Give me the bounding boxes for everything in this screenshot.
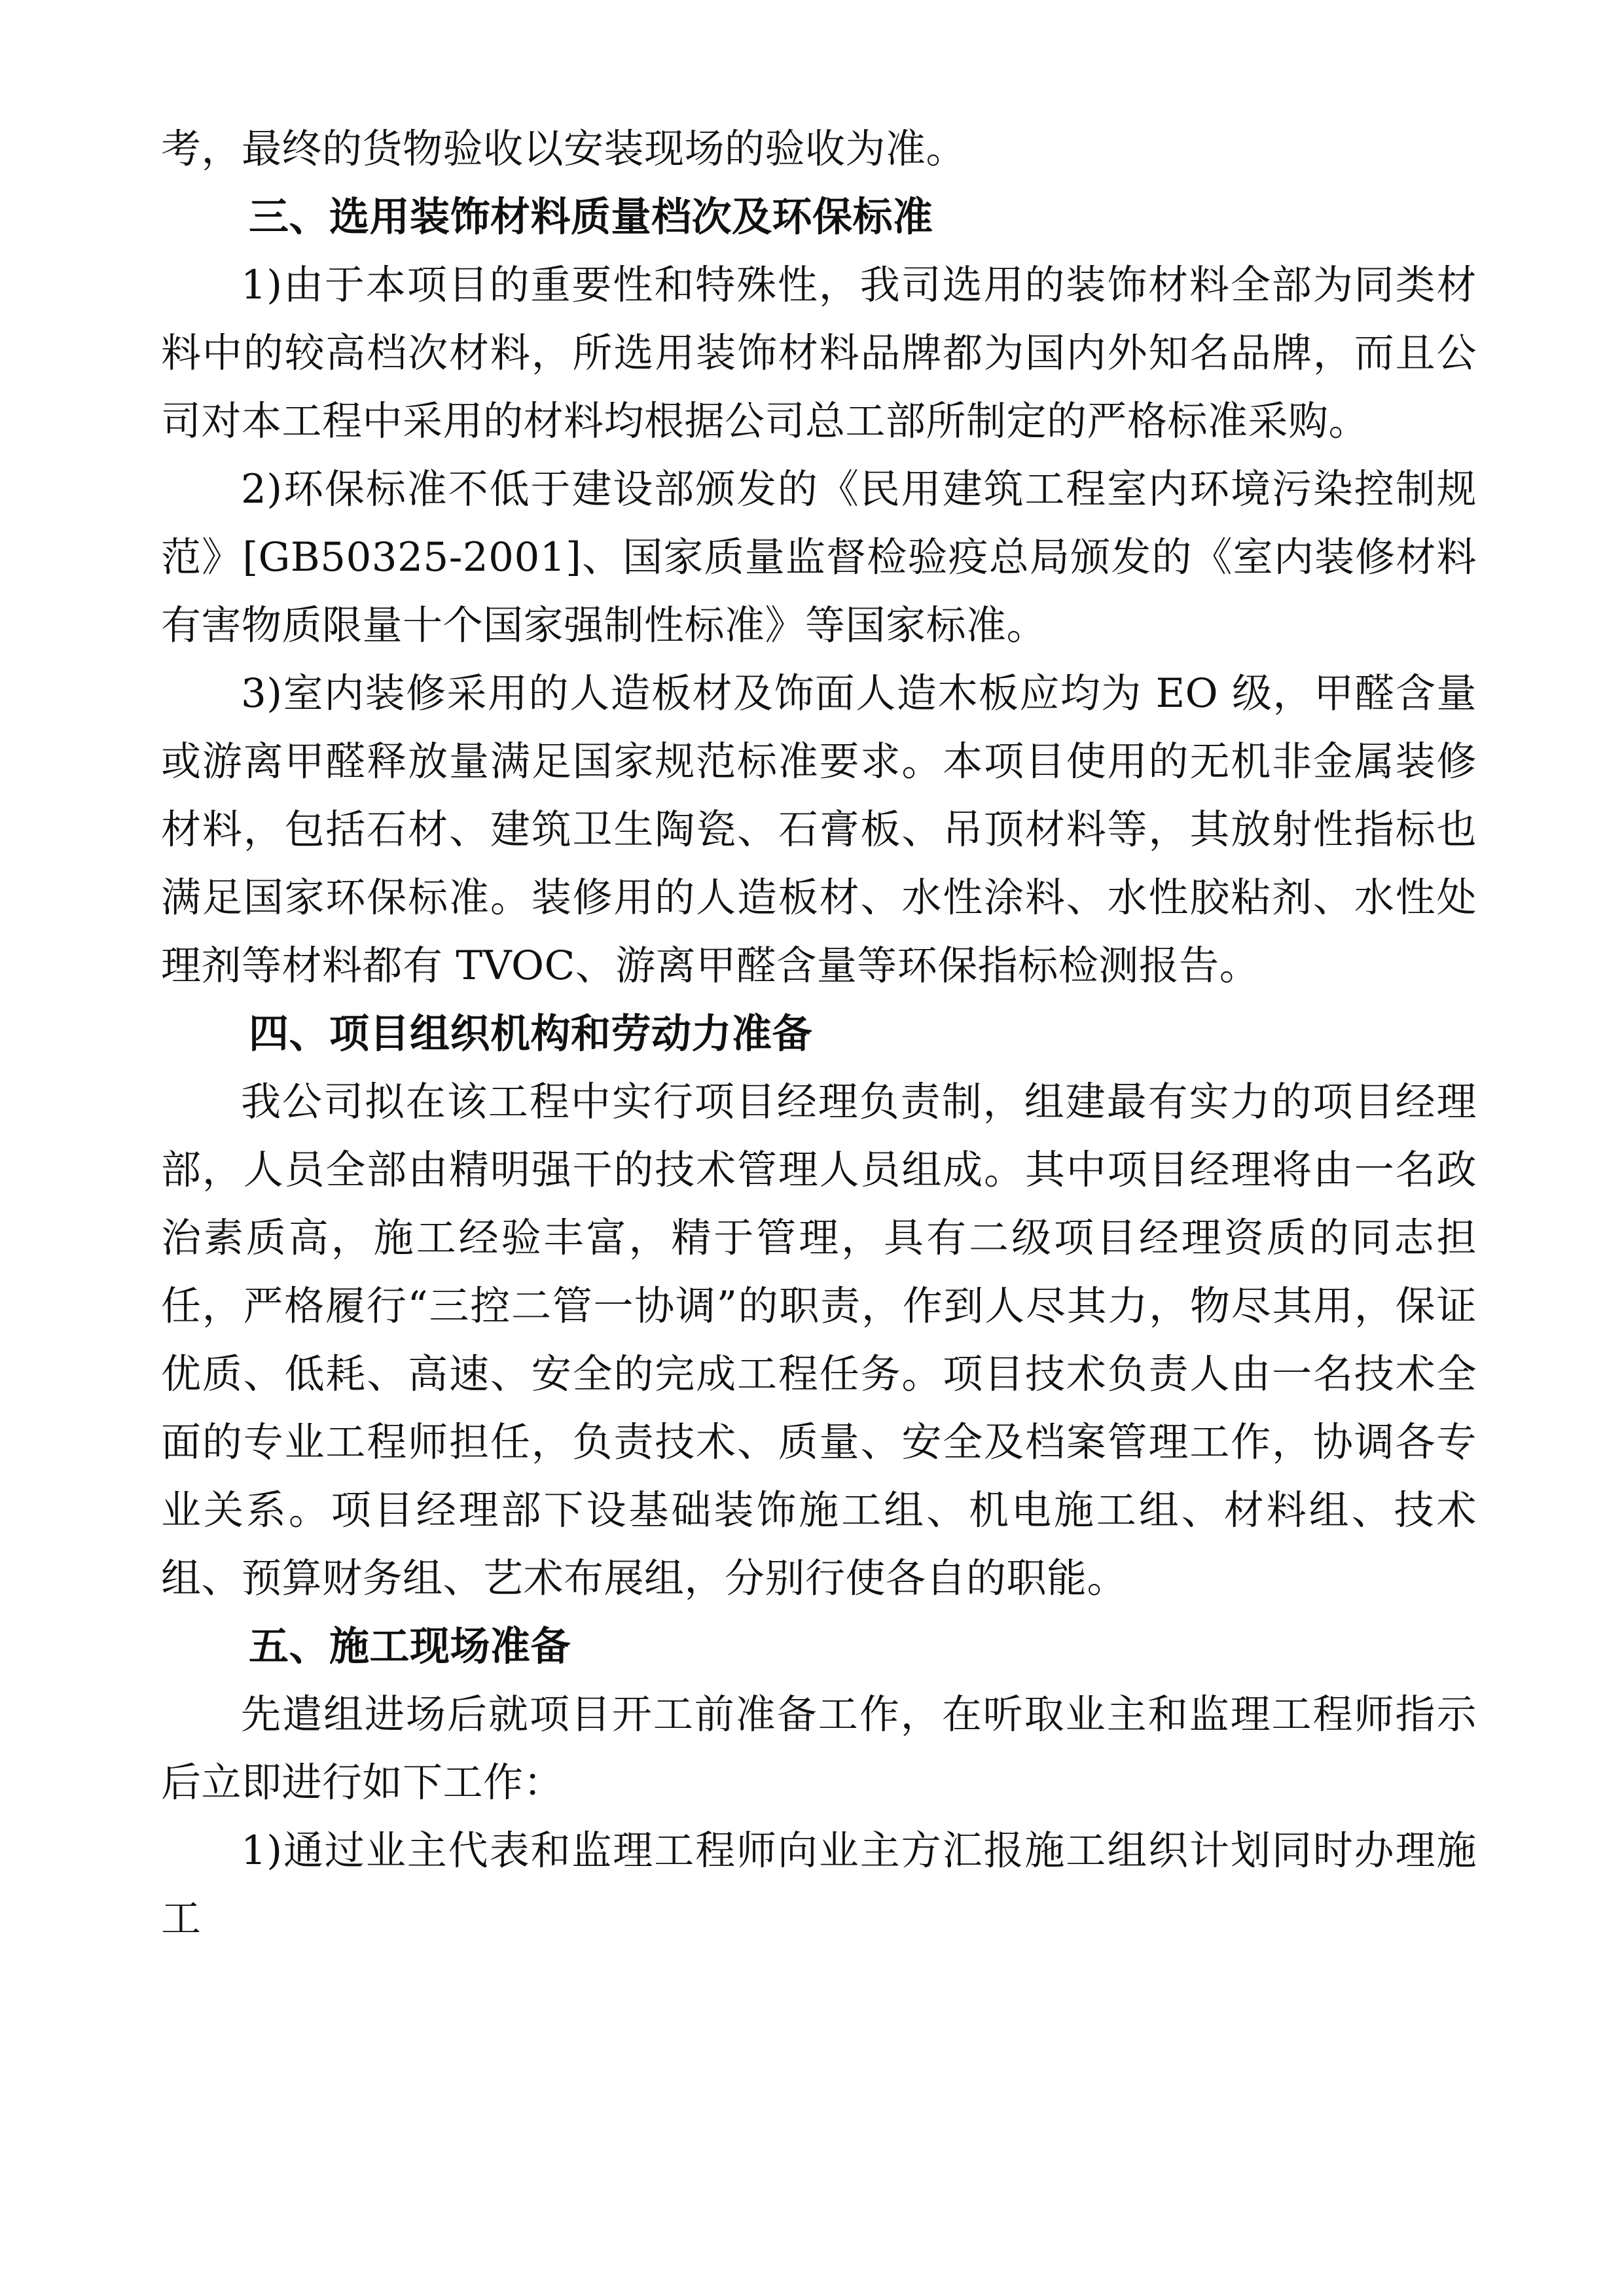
- paragraph-item-2: 2)环保标准不低于建设部颁发的《民用建筑工程室内环境污染控制规范》[GB50325-2001]、国家质量监督检验疫总局颁发的《室内装修材料有害物质限量十个国家强制性标准》等国家标准。: [161, 466, 1477, 649]
- paragraph-carryover: 考，最终的货物验收以安装现场的验收为准。: [161, 126, 967, 172]
- paragraph-site-preparation: 先遣组进场后就项目开工前准备工作，在听取业主和监理工程师指示后立即进行如下工作：: [161, 1691, 1477, 1806]
- paragraph-organization: 我公司拟在该工程中实行项目经理负责制，组建最有实力的项目经理部，人员全部由精明强干的技术管理人员组成。其中项目经理将由一名政治素质高，施工经验丰富，精于管理，具有二级项目经理资质的同志担任，严格履行“三控二管一协调”的职责，作到人尽其力，物尽其用，保证优质、低耗、高速、安全的完成工程任务。项目技术负责人由一名技术全面的专业工程师担任，负责技术、质量、安全及档案管理工作，协调各专业关系。项目经理部下设基础装饰施工组、机电施工组、材料组、技术组、预算财务组、艺术布展组，分别行使各自的职能。: [161, 1079, 1477, 1602]
- page-footer-margin: [0, 2198, 1624, 2296]
- section-heading-three: 三、选用装饰材料质量档次及环保标准: [249, 194, 933, 240]
- document-body: [161, 115, 1477, 1953]
- section-heading-five: 五、施工现场准备: [249, 1623, 571, 1670]
- paragraph-item-3: 3)室内装修采用的人造板材及饰面人造木板应均为 EO 级，甲醛含量或游离甲醛释放量满足国家规范标准要求。本项目使用的无机非金属装修材料，包括石材、建筑卫生陶瓷、石膏板、吊顶材料等，其放射性指标也满足国家环保标准。装修用的人造板材、水性涂料、水性胶粘剂、水性处理剂等材料都有 TVOC、游离甲醛含量等环保指标检测报告。: [161, 670, 1477, 989]
- paragraph-item-1: 1)由于本项目的重要性和特殊性，我司选用的装饰材料全部为同类材料中的较高档次材料，所选用装饰材料品牌都为国内外知名品牌，而且公司对本工程中采用的材料均根据公司总工部所制定的严格标准采购。: [161, 262, 1477, 444]
- section-heading-four: 四、项目组织机构和劳动力准备: [249, 1011, 813, 1057]
- paragraph-site-item-1: 1)通过业主代表和监理工程师向业主方汇报施工组织计划同时办理施工: [161, 1827, 1477, 1942]
